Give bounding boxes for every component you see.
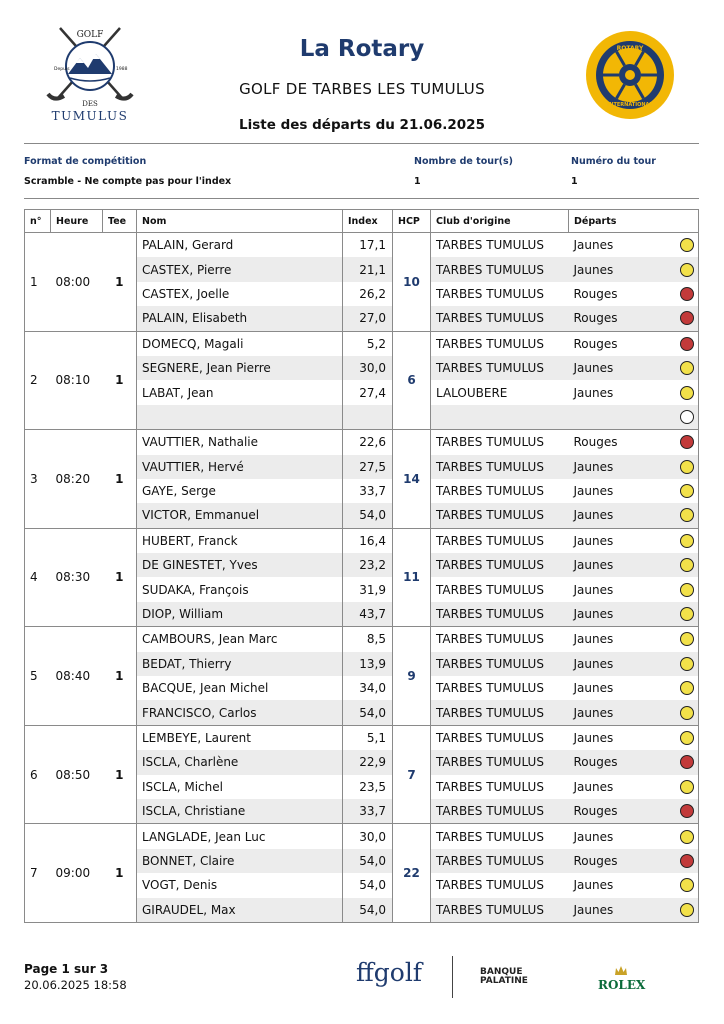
player-depart bbox=[569, 898, 699, 923]
round-number-label: Numéro du tour bbox=[571, 156, 656, 167]
player-depart bbox=[569, 257, 699, 281]
player-club: TARBES TUMULUS bbox=[431, 725, 569, 750]
player-depart-label: Jaunes bbox=[573, 385, 614, 400]
group-time: 08:30 bbox=[51, 528, 103, 627]
player-index: 8,5 bbox=[343, 627, 393, 652]
tee-color-dot-icon bbox=[680, 263, 694, 277]
player-name: HUBERT, Franck bbox=[137, 528, 343, 553]
player-club: TARBES TUMULUS bbox=[431, 257, 569, 281]
group-hcp: 9 bbox=[393, 627, 431, 726]
player-club: TARBES TUMULUS bbox=[431, 455, 569, 479]
player-index: 34,0 bbox=[343, 676, 393, 700]
player-club: TARBES TUMULUS bbox=[431, 750, 569, 774]
tee-color-dot-icon bbox=[680, 238, 694, 252]
player-name: SEGNERE, Jean Pierre bbox=[137, 356, 343, 380]
player-index: 54,0 bbox=[343, 898, 393, 923]
col-header-hcp: HCP bbox=[393, 210, 431, 233]
player-depart-label: Jaunes bbox=[573, 484, 614, 499]
group-time: 08:10 bbox=[51, 331, 103, 430]
player-depart bbox=[569, 799, 699, 824]
player-index: 13,9 bbox=[343, 652, 393, 676]
player-club: TARBES TUMULUS bbox=[431, 233, 569, 258]
table-row bbox=[25, 331, 699, 356]
tee-color-dot-icon bbox=[680, 361, 694, 375]
sponsor-divider bbox=[452, 956, 453, 998]
group-time: 08:40 bbox=[51, 627, 103, 726]
club-title: GOLF DE TARBES LES TUMULUS bbox=[239, 80, 485, 98]
player-depart bbox=[569, 405, 699, 430]
col-header-club: Club d'origine bbox=[431, 210, 569, 233]
player-depart-label: Rouges bbox=[573, 804, 618, 819]
player-club: TARBES TUMULUS bbox=[431, 775, 569, 799]
group-hcp: 7 bbox=[393, 725, 431, 824]
group-hcp: 14 bbox=[393, 430, 431, 529]
format-label: Format de compétition bbox=[24, 156, 147, 167]
player-name: LANGLADE, Jean Luc bbox=[137, 824, 343, 849]
player-name: PALAIN, Elisabeth bbox=[137, 306, 343, 331]
page-title: La Rotary bbox=[299, 36, 425, 62]
tee-color-dot-icon bbox=[680, 878, 694, 892]
svg-text:1988: 1988 bbox=[116, 67, 128, 72]
rounds-value: 1 bbox=[414, 176, 421, 187]
player-depart bbox=[569, 356, 699, 380]
svg-text:TUMULUS: TUMULUS bbox=[51, 109, 129, 123]
player-name: VAUTTIER, Hervé bbox=[137, 455, 343, 479]
table-row bbox=[25, 528, 699, 553]
tee-color-dot-icon bbox=[680, 755, 694, 769]
player-club: TARBES TUMULUS bbox=[431, 849, 569, 873]
player-name: CAMBOURS, Jean Marc bbox=[137, 627, 343, 652]
player-index: 21,1 bbox=[343, 257, 393, 281]
tee-color-dot-icon bbox=[680, 804, 694, 818]
player-club: TARBES TUMULUS bbox=[431, 898, 569, 923]
table-row bbox=[25, 824, 699, 849]
player-index: 22,6 bbox=[343, 430, 393, 455]
player-club: TARBES TUMULUS bbox=[431, 430, 569, 455]
format-value: Scramble - Ne compte pas pour l'index bbox=[24, 176, 232, 187]
table-row bbox=[25, 430, 699, 455]
info-divider bbox=[24, 198, 699, 199]
player-name: CASTEX, Joelle bbox=[137, 282, 343, 306]
player-depart bbox=[569, 775, 699, 799]
group-hcp: 10 bbox=[393, 233, 431, 332]
player-club: TARBES TUMULUS bbox=[431, 799, 569, 824]
player-name: LABAT, Jean bbox=[137, 380, 343, 404]
group-time: 08:50 bbox=[51, 725, 103, 824]
player-depart-label: Jaunes bbox=[573, 607, 614, 622]
player-depart-label: Jaunes bbox=[573, 262, 614, 277]
player-club: TARBES TUMULUS bbox=[431, 282, 569, 306]
group-number: 7 bbox=[25, 824, 51, 923]
player-depart-label: Rouges bbox=[573, 853, 618, 868]
group-number: 5 bbox=[25, 627, 51, 726]
player-depart bbox=[569, 455, 699, 479]
player-depart bbox=[569, 282, 699, 306]
group-tee: 1 bbox=[103, 824, 137, 923]
player-name: VICTOR, Emmanuel bbox=[137, 503, 343, 528]
list-title: Liste des départs du 21.06.2025 bbox=[239, 117, 485, 133]
player-depart bbox=[569, 233, 699, 258]
rolex-crown-icon bbox=[614, 962, 628, 974]
table-row bbox=[25, 233, 699, 258]
player-name: VAUTTIER, Nathalie bbox=[137, 430, 343, 455]
rotary-logo bbox=[583, 28, 677, 122]
player-name: BONNET, Claire bbox=[137, 849, 343, 873]
print-date: 20.06.2025 18:58 bbox=[24, 978, 127, 992]
player-club bbox=[431, 405, 569, 430]
group-hcp: 6 bbox=[393, 331, 431, 430]
player-club: TARBES TUMULUS bbox=[431, 873, 569, 897]
tee-color-dot-icon bbox=[680, 460, 694, 474]
tee-color-dot-icon bbox=[680, 386, 694, 400]
player-name: FRANCISCO, Carlos bbox=[137, 700, 343, 725]
player-depart bbox=[569, 652, 699, 676]
player-club: TARBES TUMULUS bbox=[431, 356, 569, 380]
player-club: TARBES TUMULUS bbox=[431, 577, 569, 601]
ffgolf-logo: ffgolf bbox=[356, 958, 423, 987]
player-depart-label: Jaunes bbox=[573, 779, 614, 794]
player-name: PALAIN, Gerard bbox=[137, 233, 343, 258]
player-depart bbox=[569, 553, 699, 577]
page-number: Page 1 sur 3 bbox=[24, 962, 109, 976]
player-club: TARBES TUMULUS bbox=[431, 627, 569, 652]
player-index: 33,7 bbox=[343, 799, 393, 824]
player-index: 27,5 bbox=[343, 455, 393, 479]
player-club: TARBES TUMULUS bbox=[431, 503, 569, 528]
svg-text:Depuis: Depuis bbox=[54, 67, 70, 72]
player-depart bbox=[569, 479, 699, 503]
player-index: 16,4 bbox=[343, 528, 393, 553]
player-name: CASTEX, Pierre bbox=[137, 257, 343, 281]
player-club: TARBES TUMULUS bbox=[431, 553, 569, 577]
player-index: 27,4 bbox=[343, 380, 393, 404]
tee-color-dot-icon bbox=[680, 508, 694, 522]
tee-color-dot-icon bbox=[680, 854, 694, 868]
player-club: LALOUBERE bbox=[431, 380, 569, 404]
player-depart-label: Jaunes bbox=[573, 902, 614, 917]
player-name: DE GINESTET, Yves bbox=[137, 553, 343, 577]
group-tee: 1 bbox=[103, 627, 137, 726]
start-list-table bbox=[24, 209, 699, 923]
player-depart bbox=[569, 503, 699, 528]
player-name: DOMECQ, Magali bbox=[137, 331, 343, 356]
player-index: 23,2 bbox=[343, 553, 393, 577]
player-depart-label: Jaunes bbox=[573, 238, 614, 253]
tee-color-dot-icon bbox=[680, 410, 694, 424]
player-name: BEDAT, Thierry bbox=[137, 652, 343, 676]
header-divider bbox=[24, 143, 699, 144]
player-index: 54,0 bbox=[343, 849, 393, 873]
player-index: 54,0 bbox=[343, 503, 393, 528]
player-name: BACQUE, Jean Michel bbox=[137, 676, 343, 700]
player-depart-label: Jaunes bbox=[573, 533, 614, 548]
group-time: 09:00 bbox=[51, 824, 103, 923]
tee-color-dot-icon bbox=[680, 311, 694, 325]
tee-color-dot-icon bbox=[680, 607, 694, 621]
player-depart-label: Jaunes bbox=[573, 681, 614, 696]
player-club: TARBES TUMULUS bbox=[431, 602, 569, 627]
group-time: 08:00 bbox=[51, 233, 103, 332]
rounds-label: Nombre de tour(s) bbox=[414, 156, 514, 167]
rolex-logo: ROLEX bbox=[598, 978, 646, 992]
player-name: GAYE, Serge bbox=[137, 479, 343, 503]
player-depart bbox=[569, 750, 699, 774]
group-tee: 1 bbox=[103, 233, 137, 332]
col-header-tee: Tee bbox=[103, 210, 137, 233]
tee-color-dot-icon bbox=[680, 558, 694, 572]
player-depart-label: Jaunes bbox=[573, 361, 614, 376]
table-row bbox=[25, 627, 699, 652]
player-depart bbox=[569, 627, 699, 652]
player-name: ISCLA, Michel bbox=[137, 775, 343, 799]
player-index: 26,2 bbox=[343, 282, 393, 306]
player-depart-label: Rouges bbox=[573, 336, 618, 351]
banque-palatine-text: BANQUE PALATINE bbox=[480, 967, 528, 986]
player-club: TARBES TUMULUS bbox=[431, 306, 569, 331]
player-depart bbox=[569, 725, 699, 750]
player-index bbox=[343, 405, 393, 430]
svg-text:INTERNATIONAL: INTERNATIONAL bbox=[607, 102, 653, 108]
group-number: 2 bbox=[25, 331, 51, 430]
group-time: 08:20 bbox=[51, 430, 103, 529]
tee-color-dot-icon bbox=[680, 484, 694, 498]
player-depart bbox=[569, 602, 699, 627]
player-name: GIRAUDEL, Max bbox=[137, 898, 343, 923]
player-depart bbox=[569, 577, 699, 601]
player-name bbox=[137, 405, 343, 430]
player-index: 43,7 bbox=[343, 602, 393, 627]
col-header-no: n° bbox=[25, 210, 51, 233]
player-depart bbox=[569, 824, 699, 849]
group-tee: 1 bbox=[103, 725, 137, 824]
round-number-value: 1 bbox=[571, 176, 578, 187]
player-depart bbox=[569, 849, 699, 873]
player-name: ISCLA, Charlène bbox=[137, 750, 343, 774]
group-number: 4 bbox=[25, 528, 51, 627]
player-depart bbox=[569, 306, 699, 331]
tee-color-dot-icon bbox=[680, 830, 694, 844]
player-index: 31,9 bbox=[343, 577, 393, 601]
player-depart bbox=[569, 676, 699, 700]
player-index: 54,0 bbox=[343, 873, 393, 897]
group-number: 3 bbox=[25, 430, 51, 529]
player-club: TARBES TUMULUS bbox=[431, 700, 569, 725]
player-depart-label: Jaunes bbox=[573, 705, 614, 720]
player-depart-label: Jaunes bbox=[573, 656, 614, 671]
table-header-row bbox=[25, 210, 699, 233]
player-index: 23,5 bbox=[343, 775, 393, 799]
player-name: ISCLA, Christiane bbox=[137, 799, 343, 824]
player-depart-label: Jaunes bbox=[573, 878, 614, 893]
svg-text:DES: DES bbox=[82, 100, 98, 108]
player-name: DIOP, William bbox=[137, 602, 343, 627]
banque-palatine-logo bbox=[480, 968, 568, 986]
col-header-departs: Départs bbox=[569, 210, 699, 233]
tee-color-dot-icon bbox=[680, 731, 694, 745]
col-header-time: Heure bbox=[51, 210, 103, 233]
tee-color-dot-icon bbox=[680, 903, 694, 917]
player-depart-label: Rouges bbox=[573, 311, 618, 326]
player-depart bbox=[569, 331, 699, 356]
col-header-index: Index bbox=[343, 210, 393, 233]
player-name: LEMBEYE, Laurent bbox=[137, 725, 343, 750]
tee-color-dot-icon bbox=[680, 657, 694, 671]
tee-color-dot-icon bbox=[680, 706, 694, 720]
group-number: 6 bbox=[25, 725, 51, 824]
player-depart bbox=[569, 380, 699, 404]
player-depart-label: Jaunes bbox=[573, 632, 614, 647]
tee-color-dot-icon bbox=[680, 681, 694, 695]
tee-color-dot-icon bbox=[680, 534, 694, 548]
player-index: 33,7 bbox=[343, 479, 393, 503]
tee-color-dot-icon bbox=[680, 583, 694, 597]
player-club: TARBES TUMULUS bbox=[431, 331, 569, 356]
tee-color-dot-icon bbox=[680, 632, 694, 646]
tee-color-dot-icon bbox=[680, 337, 694, 351]
player-index: 30,0 bbox=[343, 824, 393, 849]
player-depart-label: Rouges bbox=[573, 286, 618, 301]
player-depart-label: Rouges bbox=[573, 435, 618, 450]
player-index: 30,0 bbox=[343, 356, 393, 380]
group-tee: 1 bbox=[103, 430, 137, 529]
tee-color-dot-icon bbox=[680, 287, 694, 301]
player-depart bbox=[569, 700, 699, 725]
table-row bbox=[25, 725, 699, 750]
group-hcp: 11 bbox=[393, 528, 431, 627]
group-number: 1 bbox=[25, 233, 51, 332]
tee-color-dot-icon bbox=[680, 780, 694, 794]
svg-text:ROTARY: ROTARY bbox=[616, 45, 644, 52]
player-club: TARBES TUMULUS bbox=[431, 652, 569, 676]
player-index: 5,2 bbox=[343, 331, 393, 356]
player-club: TARBES TUMULUS bbox=[431, 479, 569, 503]
player-depart-label: Jaunes bbox=[573, 508, 614, 523]
player-name: SUDAKA, François bbox=[137, 577, 343, 601]
svg-text:GOLF: GOLF bbox=[76, 30, 104, 40]
player-name: VOGT, Denis bbox=[137, 873, 343, 897]
player-index: 17,1 bbox=[343, 233, 393, 258]
player-depart bbox=[569, 873, 699, 897]
player-depart-label: Jaunes bbox=[573, 459, 614, 474]
player-depart-label: Jaunes bbox=[573, 829, 614, 844]
player-depart-label: Jaunes bbox=[573, 558, 614, 573]
player-depart-label: Rouges bbox=[573, 755, 618, 770]
player-club: TARBES TUMULUS bbox=[431, 824, 569, 849]
player-club: TARBES TUMULUS bbox=[431, 528, 569, 553]
player-index: 5,1 bbox=[343, 725, 393, 750]
group-tee: 1 bbox=[103, 331, 137, 430]
col-header-name: Nom bbox=[137, 210, 343, 233]
tee-color-dot-icon bbox=[680, 435, 694, 449]
player-depart-label: Jaunes bbox=[573, 582, 614, 597]
player-index: 54,0 bbox=[343, 700, 393, 725]
player-index: 27,0 bbox=[343, 306, 393, 331]
player-depart bbox=[569, 528, 699, 553]
group-tee: 1 bbox=[103, 528, 137, 627]
player-depart bbox=[569, 430, 699, 455]
player-index: 22,9 bbox=[343, 750, 393, 774]
group-hcp: 22 bbox=[393, 824, 431, 923]
player-depart-label: Jaunes bbox=[573, 731, 614, 745]
player-club: TARBES TUMULUS bbox=[431, 676, 569, 700]
